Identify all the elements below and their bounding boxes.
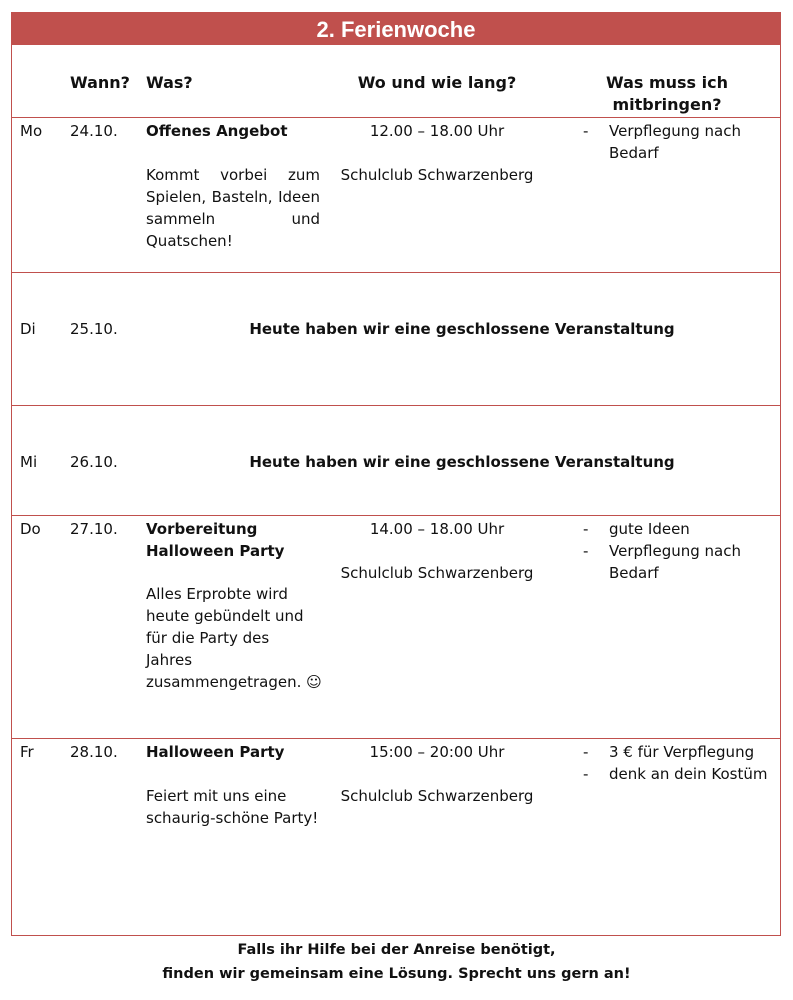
activity-time: 14.00 – 18.00 Uhr [369,520,505,538]
activity-time: 12.00 – 18.00 Uhr [369,122,505,140]
activity-place: Schulclub Schwarzenberg [340,787,534,805]
activity-title: Vorbereitung Halloween Party [146,520,285,560]
activity-place: Schulclub Schwarzenberg [340,166,534,184]
activity-description: Alles Erprobte wird heute gebündelt und für die Party des Jahres zusammengetragen. ☺ [146,585,322,691]
items-list [585,741,775,785]
activity-title: Halloween Party [146,743,285,761]
row-divider [12,405,780,406]
row-divider [12,272,780,273]
row-date: 24.10. [70,122,118,140]
row-date: 27.10. [70,520,118,538]
row-divider [12,738,780,739]
list-item: - denk an dein Kostüm [585,763,775,785]
row-date: 28.10. [70,743,118,761]
row-day: Di [20,320,36,338]
footer-note: Falls ihr Hilfe bei der Anreise benötigt, finden wir gemeinsam eine Lösung. Sprecht uns gern an! [162,942,631,982]
row-date: 26.10. [70,453,118,471]
row-day: Fr [20,743,34,761]
header-was: Was? [146,73,193,92]
header-wo: Wo und wie lang? [357,73,517,92]
row-divider [12,117,780,118]
row-day: Mo [20,122,43,140]
items-list [585,120,775,164]
activity-place: Schulclub Schwarzenberg [340,564,534,582]
page-title: 2. Ferienwoche [11,12,781,45]
header-wann: Wann? [70,73,130,92]
list-item: - gute Ideen [585,518,775,540]
activity-description: Kommt vorbei zum Spielen, Basteln, Ideen sammeln und Quatschen! [146,166,320,250]
items-list [585,518,775,584]
activity-description: Feiert mit uns eine schaurig-schöne Party! [146,787,319,827]
closed-notice: Heute haben wir eine geschlossene Veranstaltung [249,453,675,471]
list-item: - Verpflegung nach Bedarf [585,540,775,584]
row-date: 25.10. [70,320,118,338]
list-item: - 3 € für Verpflegung [585,741,775,763]
row-day: Mi [20,453,38,471]
activity-title: Offenes Angebot [146,122,288,140]
header-mitbringen: Was muss ich mitbringen? [605,73,728,114]
activity-time: 15:00 – 20:00 Uhr [369,743,505,761]
row-divider [12,515,780,516]
closed-notice: Heute haben wir eine geschlossene Veranstaltung [249,320,675,338]
schedule-table [11,45,781,936]
list-item: - Verpflegung nach Bedarf [585,120,775,164]
row-day: Do [20,520,41,538]
